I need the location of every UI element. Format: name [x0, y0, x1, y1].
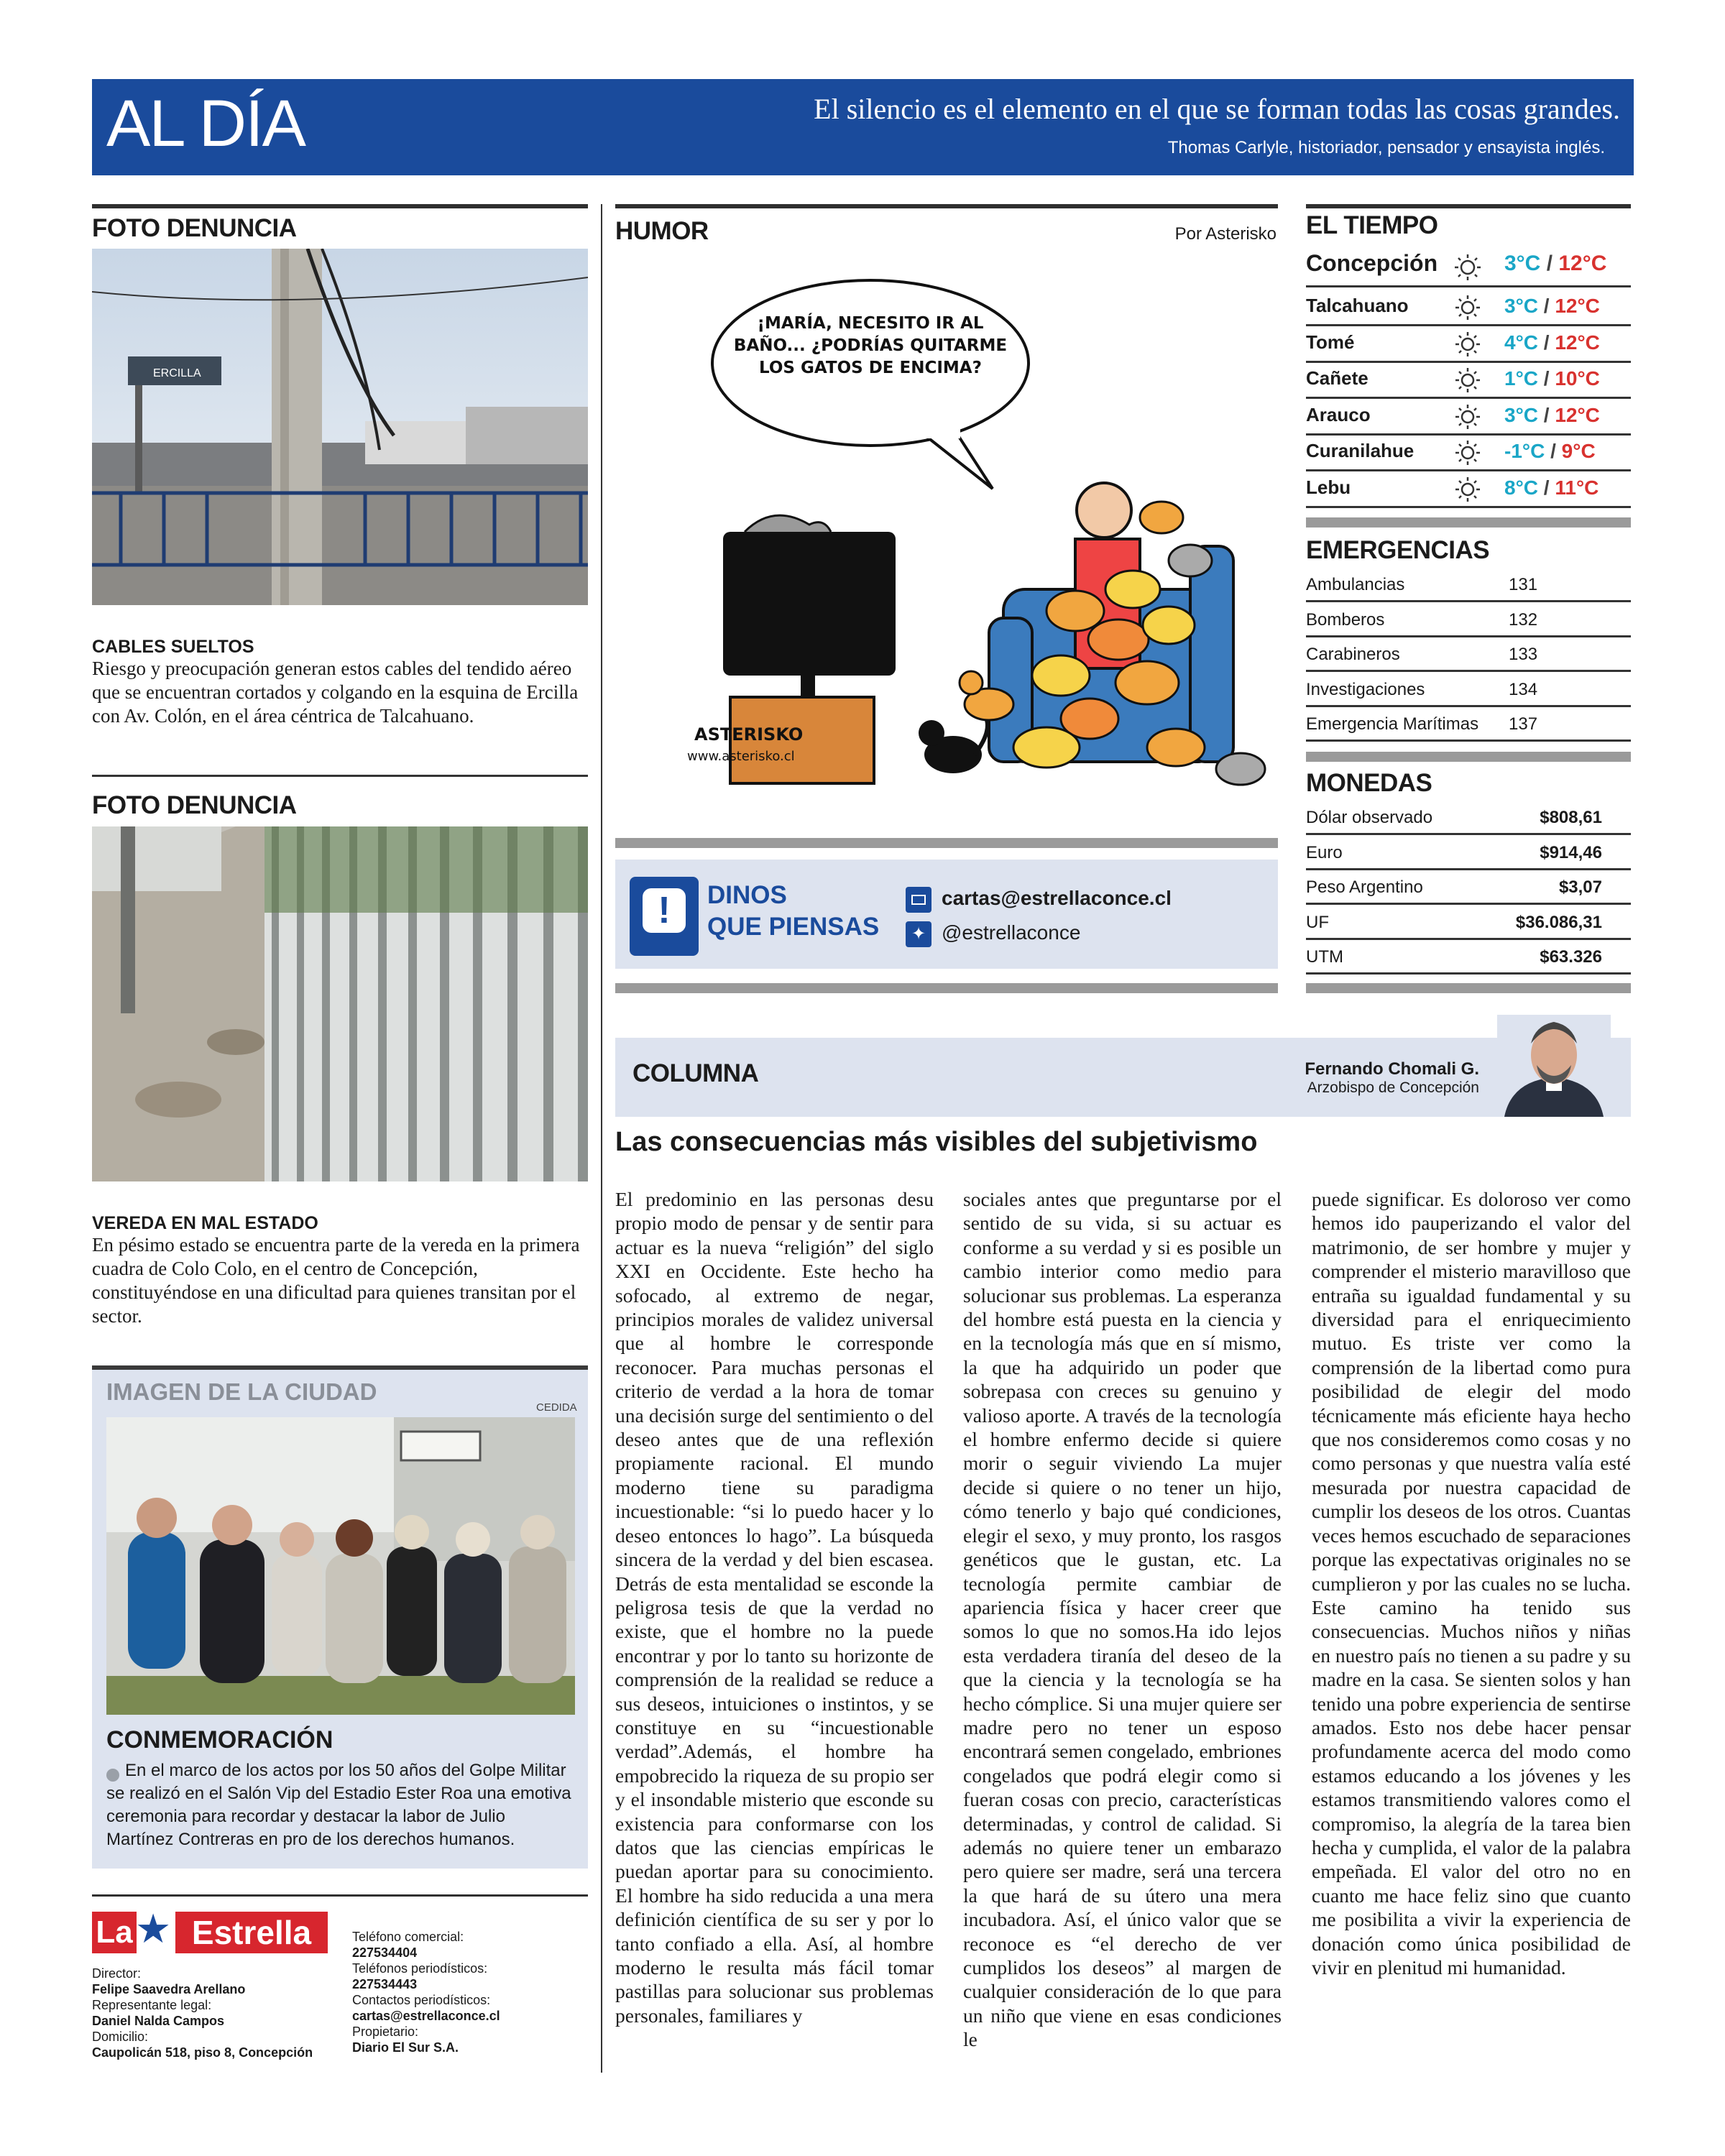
tel-per: 227534443 [352, 1977, 418, 1991]
foto1-heading: FOTO DENUNCIA [92, 214, 297, 242]
moneda-name: Peso Argentino [1306, 877, 1423, 897]
weather-main-high: 12°C [1558, 252, 1607, 275]
weather-city: Tomé [1306, 331, 1355, 353]
moneda-row [1306, 906, 1631, 940]
rule [1306, 517, 1631, 528]
rep: Daniel Nalda Campos [92, 2014, 225, 2028]
emergencia-name: Bomberos [1306, 609, 1385, 630]
weather-high: 11°C [1555, 476, 1599, 499]
imagen-credit: CEDIDA [536, 1401, 577, 1414]
moneda-name: Euro [1306, 842, 1343, 862]
logo-estrella: Estrella [175, 1912, 328, 1953]
moneda-value: $914,46 [1540, 842, 1602, 862]
imagen-title: CONMEMORACIÓN [106, 1726, 334, 1754]
foto2-caption-title: VEREDA EN MAL ESTADO [92, 1213, 318, 1233]
moneda-row [1306, 940, 1631, 975]
emergencias-heading: EMERGENCIAS [1306, 536, 1490, 564]
weather-high: 9°C [1561, 440, 1596, 462]
rule [92, 204, 588, 208]
director: Felipe Saavedra Arellano [92, 1982, 246, 1996]
columna-text-col2: sociales antes que preguntarse por el sentido de su vida, si su actuar es conforme a su verdad y si es posible un cambio interior como medio para solucionar sus problemas. La esperanza del hombre está puesta en la ciencia y en la tecnología más que en sí mismo, la que ha adquirido un poder que sobrepasa con creces su genuino y valioso aporte. A través de la tecnología el hombre enfermo decide si quiere morir o seguir viviendo La mujer decide si quiere o no tener un hijo, cómo tenerlo y bajo qué condiciones, elegir el sexo, y muy pronto, los rasgos genéticos que le gustan, etc. La tecnología permite cambiar de apariencia física y hacer creer que somos lo que no somos.Ha ido lejos esta verdadera tiranía del deseo de la que la ciencia y la tecnología se ha hecho cómplice. Si una mujer quiere ser madre pero no tener un esposo encontrará semen congelado, embriones congelados que podrá elegir como si fueran cosas con precio, características determinadas, y control de calidad. Si además no quiere tener un embarazo pero quiere ser madre, será una tercera la que hará de su útero una mera incubadora. Así, el único valor que se reconoce es “el derecho de ver cumplidos los deseos” al margen de cualquier consideración de lo que para un niño que viene en esas condiciones le [963, 1188, 1282, 2051]
columna-headline: Las consecuencias más visibles del subjetivismo [615, 1127, 1258, 1157]
weather-row: Lebu 8°C / 11°C [1306, 472, 1631, 508]
alert-icon: ! [630, 877, 699, 956]
weather-city: Curanilahue [1306, 440, 1414, 461]
emergencia-row [1306, 673, 1631, 707]
humor-byline: Por Asterisko [1174, 224, 1276, 244]
rule [1306, 983, 1631, 993]
weather-row: Tomé 4°C / 12°C [1306, 327, 1631, 363]
moneda-name: Dólar observado [1306, 808, 1433, 827]
footer-left [92, 1966, 313, 2060]
owner: Diario El Sur S.A. [352, 2040, 459, 2055]
rule [615, 983, 1278, 993]
contact: cartas@estrellaconce.cl [352, 2009, 500, 2023]
imagen-heading: IMAGEN DE LA CIUDAD [106, 1378, 377, 1405]
dinos-twitter[interactable]: @estrellaconce [942, 921, 1081, 944]
logo-la: La [92, 1912, 137, 1953]
emergencia-number: 137 [1509, 714, 1538, 734]
imagen-body: En el marco de los actos por los 50 años del Golpe Militar se realizó en el Salón Vip del Estadio Ester Roa una emotiva ceremonia para recordar y destacar la labor de Julio Martínez Contreras en pro de los derechos humanos. [106, 1761, 571, 1849]
author-photo [1497, 1015, 1611, 1117]
weather-row: Talcahuano 3°C / 12°C [1306, 290, 1631, 326]
tel-com-label: Teléfono comercial: [352, 1930, 464, 1944]
weather-main: Concepción 3°C / 12°C [1306, 244, 1631, 287]
rule [92, 1894, 588, 1897]
moneda-value: $63.326 [1540, 947, 1602, 967]
rule [1306, 204, 1631, 208]
emergencia-row [1306, 637, 1631, 672]
weather-city: Cañete [1306, 367, 1368, 389]
cartoon-signature-url: www.asterisko.cl [687, 749, 795, 764]
photo-sidewalk [92, 826, 588, 1181]
moneda-name: UTM [1306, 947, 1343, 967]
mail-icon [906, 887, 932, 913]
star-icon: ★ [135, 1906, 172, 1951]
moneda-value: $808,61 [1540, 808, 1602, 827]
weather-row: Cañete 1°C / 10°C [1306, 363, 1631, 399]
moneda-name: UF [1306, 912, 1329, 932]
sun-cloud-icon [1453, 475, 1482, 504]
weather-row: Arauco 3°C / 12°C [1306, 400, 1631, 436]
emergencia-number: 132 [1509, 609, 1538, 630]
weather-high: 12°C [1555, 403, 1600, 426]
header-quote: El silencio es el elemento en el que se forman todas las cosas grandes. [814, 93, 1620, 125]
columna-text-col1: El predominio en las personas desu propio modo de pensar y de sentir para actuar es la nueva “religión” del siglo XXI en Occidente. Este hecho ha sofocado, al extremo de negar, principios morales de validez universal que al hombre le corresponde reconocer. Para muchas personas el criterio de verdad a la hora de tomar una decisión surge del sentimiento o del deseo antes que de una reflexión propiamente racional. El mundo moderno tiene su paradigma incuestionable: “si lo puedo hacer y lo deseo entonces lo hago”. La búsqueda sincera de la verdad y del bien escasea. Detrás de esta mentalidad se esconde la peligrosa tesis de que la verdad no existe, que el hombre no la puede encontrar y por lo tanto su horizonte de comprensión de la realidad se reduce a sus deseos, intuiciones o instintos, y se constituye en su “incuestionable verdad”.Además, el hombre ha empobrecido la riqueza de su propio ser y el insondable misterio que esconde su existencia para conformarse con los datos que las ciencias empíricas le puedan aportar para su conocimiento. El hombre ha sido reducida a una mera definición científica de su ser y por lo tanto confiado a ella. Así, al hombre moderno le resulta más fácil tomar pastillas para solucionar sus problemas personales, familiares y [615, 1188, 934, 2027]
twitter-icon: ✦ [906, 921, 932, 947]
moneda-value: $36.086,31 [1515, 912, 1602, 932]
moneda-value: $3,07 [1558, 877, 1602, 897]
foto2-heading: FOTO DENUNCIA [92, 791, 297, 819]
rule [92, 775, 588, 777]
weather-city: Lebu [1306, 476, 1351, 498]
columna-heading: COLUMNA [632, 1059, 759, 1087]
section-title: AL DÍA [106, 87, 305, 160]
emergencia-row [1306, 603, 1631, 637]
moneda-row [1306, 801, 1631, 835]
rule [615, 204, 1278, 208]
footer-right [352, 1929, 500, 2055]
sun-cloud-icon [1453, 402, 1482, 431]
sun-cloud-icon [1453, 438, 1482, 467]
dom: Caupolicán 518, piso 8, Concepción [92, 2045, 313, 2060]
weather-high: 12°C [1555, 295, 1600, 317]
columna-author: Fernando Chomali G. [1305, 1059, 1479, 1079]
contact-label: Contactos periodísticos: [352, 1993, 491, 2007]
dom-label: Domicilio: [92, 2030, 149, 2044]
dinos-line1: DINOS [707, 881, 787, 909]
emergencia-name: Emergencia Marítimas [1306, 714, 1479, 734]
emergencia-row [1306, 707, 1631, 742]
column-divider [601, 204, 602, 2073]
weather-row: Curanilahue -1°C / 9°C [1306, 436, 1631, 471]
photo-ceremony [106, 1417, 575, 1715]
emergencia-number: 134 [1509, 679, 1538, 699]
columna-text-col3: puede significar. Es doloroso ver como hemos ido pauperizando el valor del matrimonio, de ser hombre y mujer y comprender el misterio maravilloso que entraña su igualdad fundamental y su diversidad para el enriquecimiento mutuo. Es triste ver como la comprensión de la libertad como pura posibilidad de elegir del modo técnicamente más eficiente haya hecho que nos consideremos como cosas y no como personas y que nuestra valía esté mesurada por nuestra capacidad de cumplir los deseos de los otros. Cuantas veces hemos escuchado de separaciones porque las expectativas originales no se cumplieron y por las cuales no se lucha. Este camino ha tenido sus consecuencias. Muchos niños y niñas en nuestro país no tienen a su padre y su madre en la casa. Se sienten solos y han tenido una pobre experiencia de sentirse amados. Esto nos debe hacer pensar profundamente acerca del modo como estamos educando a los jóvenes y les estamos transmitiendo valores como el compromiso, la alegría de la tarea bien hecha y cumplida, el valor de la palabra empeñada. El valor del otro no en cuanto me hace feliz sino que cuanto me posibilita a vivir la experiencia de donación como única posibilidad de vivir en plenitud mi humanidad. [1312, 1188, 1631, 1978]
foto1-caption-title: CABLES SUELTOS [92, 637, 254, 657]
emergencia-number: 133 [1509, 645, 1538, 664]
emergencia-name: Investigaciones [1306, 679, 1425, 699]
weather-low: 3°C [1504, 295, 1538, 317]
weather-low: 1°C [1504, 367, 1538, 390]
rule [615, 838, 1278, 848]
weather-high: 10°C [1555, 367, 1600, 390]
speech-bubble-text: ¡MARÍA, NECESITO IR AL BAÑO... ¿PODRÍAS QUITARME LOS GATOS DE ENCIMA? [733, 314, 1008, 377]
humor-heading: HUMOR [615, 217, 709, 245]
humor-cartoon [615, 252, 1278, 812]
sun-cloud-icon [1453, 253, 1482, 282]
director-label: Director: [92, 1966, 142, 1981]
emergencia-name: Carabineros [1306, 645, 1400, 664]
cartoon-signature: ASTERISKO [694, 724, 804, 745]
sun-cloud-icon [1453, 330, 1482, 359]
weather-high: 12°C [1555, 331, 1600, 354]
weather-low: 3°C [1504, 403, 1538, 426]
weather-heading: EL TIEMPO [1306, 211, 1438, 239]
moneda-row [1306, 836, 1631, 870]
moneda-row [1306, 870, 1631, 905]
la-estrella-logo [92, 1906, 328, 1953]
tel-com: 227534404 [352, 1945, 418, 1960]
weather-main-low: 3°C [1504, 252, 1541, 275]
weather-low: 8°C [1504, 476, 1538, 499]
emergencia-row [1306, 568, 1631, 602]
dinos-email[interactable]: cartas@estrellaconce.cl [942, 887, 1172, 909]
weather-main-city: Concepción [1306, 250, 1438, 276]
header-quote-author: Thomas Carlyle, historiador, pensador y ensayista inglés. [1167, 138, 1605, 157]
sun-cloud-icon [1453, 293, 1482, 322]
foto1-caption-body: Riesgo y preocupación generan estos cables del tendido aéreo que se encuentran cortados y colgando en la esquina de Ercilla con Av. Colón, en el área céntrica de Talcahuano. [92, 658, 579, 727]
weather-low: -1°C [1504, 440, 1545, 462]
monedas-heading: MONEDAS [1306, 769, 1432, 797]
weather-city: Arauco [1306, 403, 1371, 425]
emergencia-number: 131 [1509, 575, 1538, 594]
rep-label: Representante legal: [92, 1998, 212, 2012]
emergencia-name: Ambulancias [1306, 575, 1405, 594]
dinos-line2: QUE PIENSAS [707, 913, 880, 941]
foto2-caption-body: En pésimo estado se encuentra parte de la vereda en la primera cuadra de Colo Colo, en el centro de Concepción, constituyéndose en una dificultad para quienes transitan por el sector. [92, 1234, 580, 1327]
weather-city: Talcahuano [1306, 295, 1409, 316]
street-sign-text: ERCILLA [153, 367, 201, 379]
weather-low: 4°C [1504, 331, 1538, 354]
photo-cables [92, 249, 588, 605]
owner-label: Propietario: [352, 2024, 419, 2039]
rule [1306, 752, 1631, 762]
columna-author-role: Arzobispo de Concepción [1307, 1079, 1479, 1096]
sun-cloud-icon [1453, 366, 1482, 395]
tel-per-label: Teléfonos periodísticos: [352, 1961, 488, 1976]
